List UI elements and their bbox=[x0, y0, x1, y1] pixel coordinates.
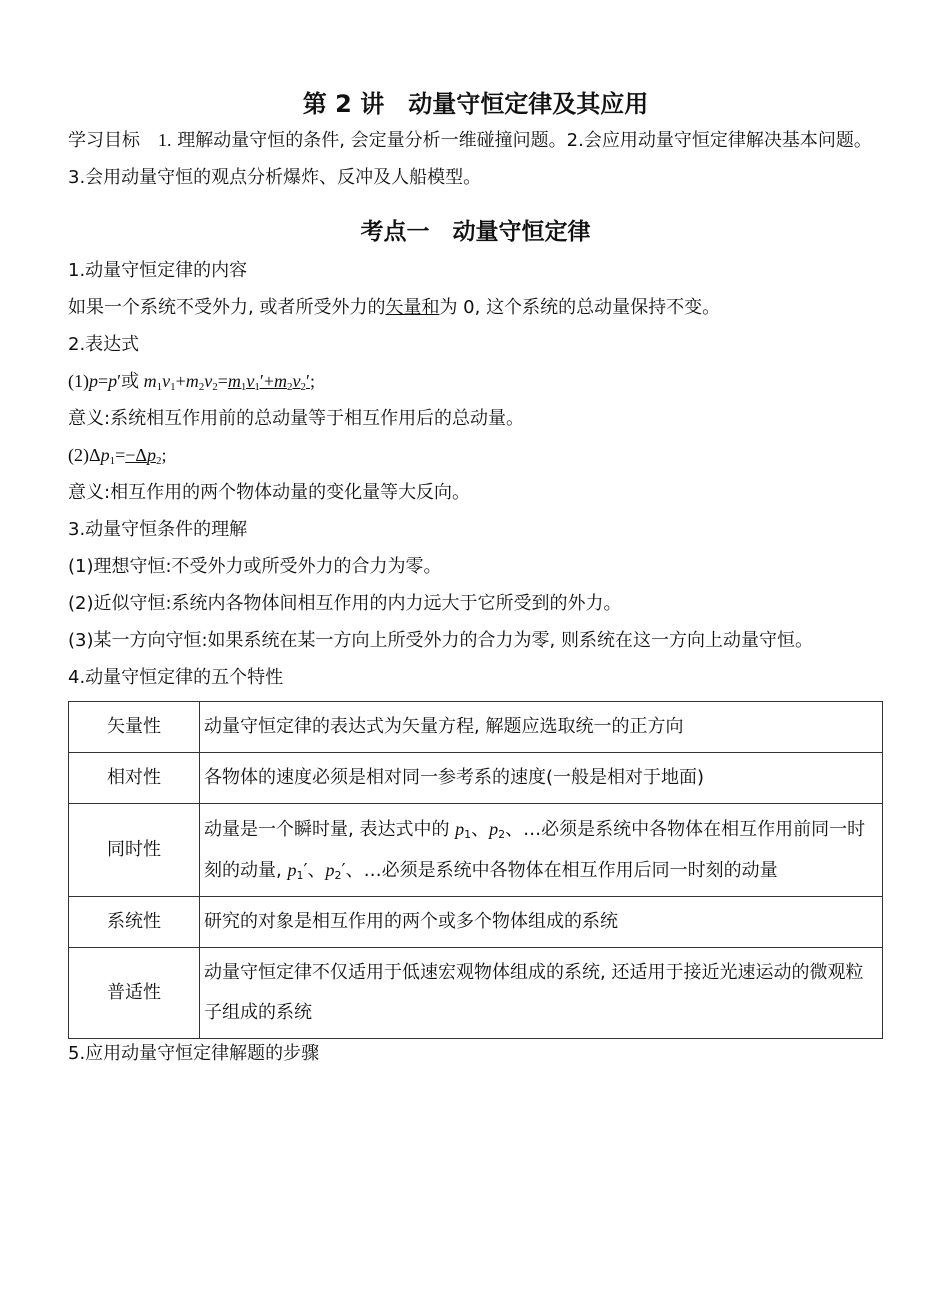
feature-description: 动量是一个瞬时量, 表达式中的 $p_1$、$p_2$、…必须是系统中各物体在相互作用前同一时刻的动量, $p_1'$、$p_2'$、…必须是系统中各物体在相互作用后同一时刻的动量 bbox=[200, 804, 883, 897]
law-text-before: 如果一个系统不受外力, 或者所受外力的 bbox=[68, 297, 386, 318]
feature-name: 系统性 bbox=[69, 897, 200, 948]
law-text-after: 为 0, 这个系统的总动量保持不变。 bbox=[439, 297, 721, 318]
heading-steps: 5.应用动量守恒定律解题的步骤 bbox=[68, 1043, 320, 1064]
feature-name: 同时性 bbox=[69, 804, 200, 897]
feature-description: 动量守恒定律不仅适用于低速宏观物体组成的系统, 还适用于接近光速运动的微观粒子组成的系统 bbox=[200, 948, 883, 1039]
goals-label: 学习目标 bbox=[68, 130, 140, 151]
feature-name: 矢量性 bbox=[69, 702, 200, 753]
goal-1-text: 理解动量守恒的条件, 会定量分析一维碰撞问题。2.会应用动量守恒定律解决基本问题。 bbox=[177, 130, 872, 151]
table-row bbox=[69, 897, 883, 948]
table-row bbox=[69, 804, 883, 897]
feature-name: 普适性 bbox=[69, 948, 200, 1039]
vector-sum-underlined: 矢量和 bbox=[385, 297, 440, 318]
simultaneity-text-a: 动量是一个瞬时量, 表达式中的 bbox=[204, 819, 456, 840]
meaning-2: 意义:相互作用的两个物体动量的变化量等大反向。 bbox=[68, 482, 471, 503]
expr1-or: 或 bbox=[121, 371, 140, 392]
condition-ideal: (1)理想守恒:不受外力或所受外力的合力为零。 bbox=[68, 556, 442, 577]
expression-2: $(2)\Delta p_1=-\Delta p_2$; bbox=[68, 445, 167, 467]
feature-description: 各物体的速度必须是相对同一参考系的速度(一般是相对于地面) bbox=[200, 753, 883, 804]
expr2-label: (2) bbox=[68, 445, 89, 465]
table-row bbox=[69, 753, 883, 804]
goal-3: 3.会用动量守恒的观点分析爆炸、反冲及人船模型。 bbox=[68, 167, 482, 188]
heading-content: 1.动量守恒定律的内容 bbox=[68, 260, 248, 281]
goal-1-number: 1. bbox=[158, 130, 172, 150]
features-table bbox=[68, 701, 883, 1039]
expression-1: (1)p=p′或 $m_1v_1+m_2v_2=m_1v_1'+m_2v_2'$; bbox=[68, 371, 315, 393]
learning-goals bbox=[68, 122, 883, 159]
meaning-1: 意义:系统相互作用前的总动量等于相互作用后的总动量。 bbox=[68, 408, 525, 429]
heading-features: 4.动量守恒定律的五个特性 bbox=[68, 667, 284, 688]
lecture-title: 第 2 讲 动量守恒定律及其应用 bbox=[302, 90, 649, 118]
document-page bbox=[68, 86, 883, 1078]
section-title: 考点一 动量守恒定律 bbox=[360, 219, 591, 245]
table-row bbox=[69, 702, 883, 753]
feature-description: 动量守恒定律的表达式为矢量方程, 解题应选取统一的正方向 bbox=[200, 702, 883, 753]
expr1-label: (1) bbox=[68, 371, 89, 391]
table-row bbox=[69, 948, 883, 1039]
simultaneity-text-b: 、…必须是系统中各物体在相互作用前同一时刻的动量, bbox=[204, 819, 866, 881]
law-statement bbox=[68, 289, 883, 326]
simultaneity-text-c: 、…必须是系统中各物体在相互作用后同一时刻的动量 bbox=[345, 860, 778, 881]
heading-expression: 2.表达式 bbox=[68, 334, 140, 355]
feature-description: 研究的对象是相互作用的两个或多个物体组成的系统 bbox=[200, 897, 883, 948]
feature-name: 相对性 bbox=[69, 753, 200, 804]
condition-direction: (3)某一方向守恒:如果系统在某一方向上所受外力的合力为零, 则系统在这一方向上动量守恒。 bbox=[68, 630, 814, 651]
condition-approximate: (2)近似守恒:系统内各物体间相互作用的内力远大于它所受到的外力。 bbox=[68, 593, 622, 614]
heading-conditions: 3.动量守恒条件的理解 bbox=[68, 519, 248, 540]
